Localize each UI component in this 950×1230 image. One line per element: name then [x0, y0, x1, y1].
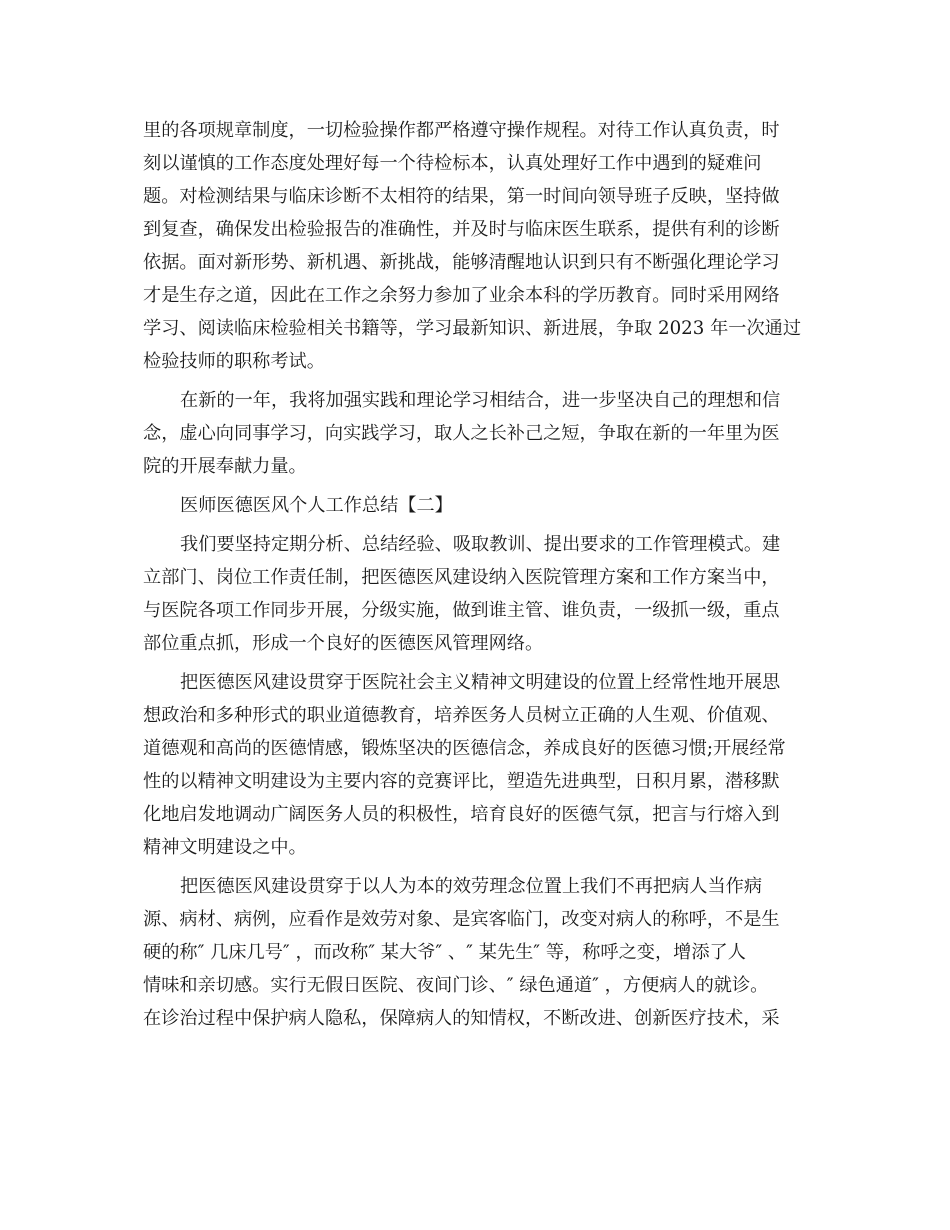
text-line: 道德观和高尚的医德情感，锻炼坚决的医德信念，养成良好的医德习惯;开展经常 — [143, 738, 786, 759]
section-heading: 医师医德医风个人工作总结【二】 — [180, 495, 453, 516]
text-line: 刻以谨慎的工作态度处理好每一个待检标本，认真处理好工作中遇到的疑难问 — [143, 153, 762, 174]
text-line: 与医院各项工作同步开展，分级实施，做到谁主管、谁负责，一级抓一级，重点 — [143, 600, 780, 621]
text-line: 依据。面对新形势、新机遇、新挑战，能够清醒地认识到只有不断强化理论学习 — [143, 252, 780, 273]
text-line: 情味和亲切感。实行无假日医院、夜间门诊、″ 绿色通道″ ，方便病人的就诊。 — [143, 975, 769, 996]
paragraph-first-line: 把医德医风建设贯穿于以人为本的效劳理念位置上我们不再把病人当作病 — [180, 876, 763, 897]
text-line: 院的开展奉献力量。 — [143, 456, 307, 477]
text-line: 精神文明建设之中。 — [143, 837, 307, 858]
text-line: 想政治和多种形式的职业道德教育，培养医务人员树立正确的人生观、价值观、 — [143, 705, 780, 726]
text-line: 才是生存之道，因此在工作之余努力参加了业余本科的学历教育。同时采用网络 — [143, 285, 780, 306]
text-line: 到复查，确保发出检验报告的准确性，并及时与临床医生联系，提供有利的诊断 — [143, 219, 780, 240]
text-line: 里的各项规章制度，一切检验操作都严格遵守操作规程。对待工作认真负责，时 — [143, 120, 780, 141]
text-line: 源、病材、病例，应看作是效劳对象、是宾客临门，改变对病人的称呼，不是生 — [143, 909, 780, 930]
paragraph-first-line: 把医德医风建设贯穿于医院社会主义精神文明建设的位置上经常性地开展思 — [180, 672, 781, 693]
text-line: 学习、阅读临床检验相关书籍等，学习最新知识、新进展，争取 2023 年一次通过 — [143, 318, 802, 339]
text-line: 硬的称″ 几床几号″ ，而改称″ 某大爷″ 、″ 某先生″ 等，称呼之变，增添了人 — [143, 942, 746, 963]
text-line: 化地启发地调动广阔医务人员的积极性，培育良好的医德气氛，把言与行熔入到 — [143, 804, 780, 825]
text-line: 部位重点抓，形成一个良好的医德医风管理网络。 — [143, 633, 544, 654]
text-line: 检验技师的职称考试。 — [143, 351, 325, 372]
paragraph-first-line: 在新的一年，我将加强实践和理论学习相结合，进一步坚决自己的理想和信 — [180, 390, 781, 411]
text-line: 性的以精神文明建设为主要内容的竞赛评比，塑造先进典型，日积月累，潜移默 — [143, 771, 780, 792]
text-line: 立部门、岗位工作责任制，把医德医风建设纳入医院管理方案和工作方案当中， — [143, 567, 780, 588]
text-line: 在诊治过程中保护病人隐私，保障病人的知情权，不断改进、创新医疗技术，采 — [143, 1008, 780, 1029]
text-line: 题。对检测结果与临床诊断不太相符的结果，第一时间向领导班子反映，坚持做 — [143, 186, 780, 207]
document-body — [143, 114, 815, 1035]
text-line: 念，虚心向同事学习，向实践学习，取人之长补己之短，争取在新的一年里为医 — [143, 423, 780, 444]
paragraph-first-line: 我们要坚持定期分析、总结经验、吸取教训、提出要求的工作管理模式。建 — [180, 534, 781, 555]
